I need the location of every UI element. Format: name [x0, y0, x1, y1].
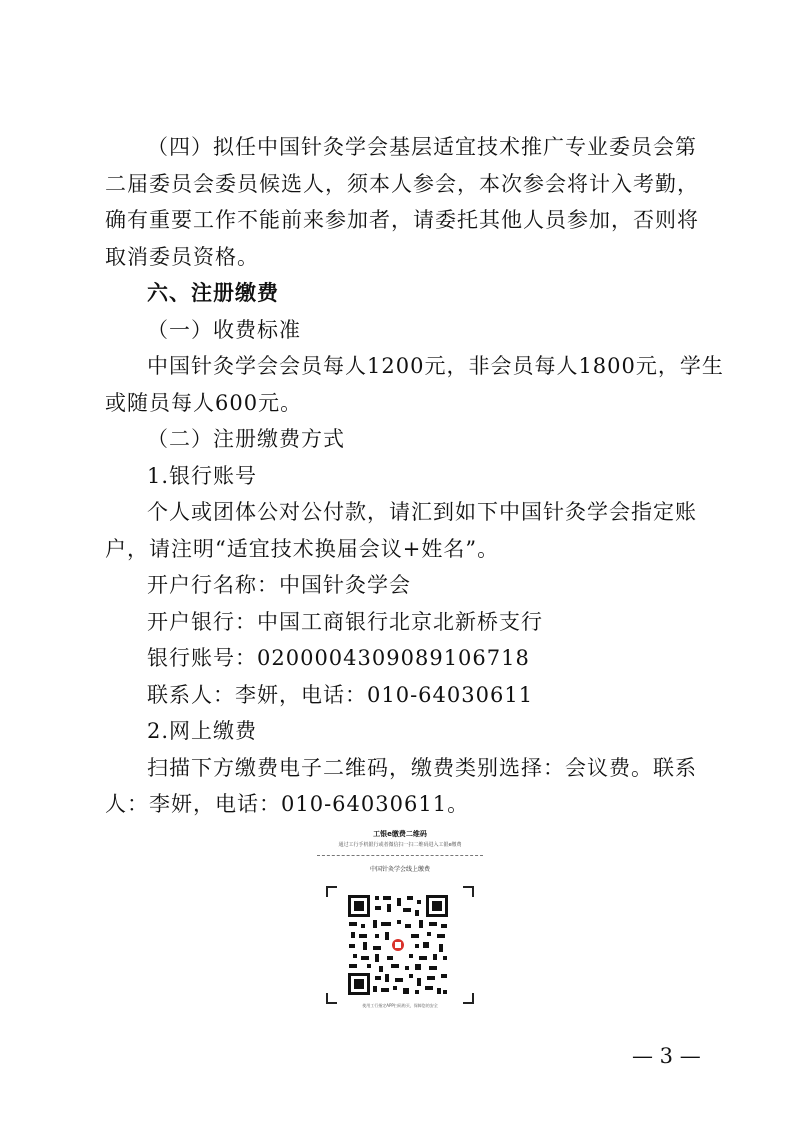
qr-card-footer: 使用工行指定APP扫码购买，保障您的安全 — [362, 1003, 438, 1008]
online-line-1: 扫描下方缴费电子二维码，缴费类别选择：会议费。联系 — [147, 756, 697, 780]
bank-name: 开户银行：中国工商银行北京北新桥支行 — [147, 610, 543, 634]
bank-intro-line-2: 户，请注明“适宜技术换届会议+姓名”。 — [105, 537, 500, 561]
para4-line-4: 取消委员资格。 — [105, 245, 259, 269]
qr-code-icon[interactable] — [325, 885, 475, 1005]
para4-line-2: 二届委员会委员候选人，须本人参会，本次参会将计入考勤， — [105, 172, 699, 196]
subsection-1-title: （一）收费标准 — [147, 318, 301, 342]
qr-card-title: 工银e缴费二维码 — [373, 830, 427, 838]
section-6-title: 六、注册缴费 — [147, 281, 279, 305]
qr-card-subtitle: 通过工行手机银行或者微信扫一扫二维码进入工银e缴费 — [338, 842, 462, 848]
online-payment-title: 2.网上缴费 — [147, 719, 258, 743]
account-name: 开户行名称：中国针灸学会 — [147, 573, 411, 597]
para4-line-3: 确有重要工作不能前来参加者，请委托其他人员参加，否则将 — [105, 208, 699, 232]
account-number: 银行账号：0200004309089106718 — [147, 646, 530, 670]
bank-account-title: 1.银行账号 — [147, 464, 258, 488]
qr-card-payee: 中国针灸学会线上缴费 — [369, 866, 430, 873]
payment-qr-card — [315, 827, 485, 1007]
fee-line-1: 中国针灸学会会员每人1200元，非会员每人1800元，学生 — [147, 354, 724, 378]
bank-intro-line-1: 个人或团体公对公付款，请汇到如下中国针灸学会指定账 — [147, 500, 697, 524]
subsection-2-title: （二）注册缴费方式 — [147, 427, 345, 451]
contact-info: 联系人：李妍，电话：010-64030611 — [147, 683, 534, 707]
fee-line-2: 或随员每人600元。 — [105, 391, 303, 415]
online-line-2: 人：李妍，电话：010-64030611。 — [105, 792, 470, 816]
qr-card-divider — [317, 855, 483, 856]
page-number: — 3 — — [632, 1044, 701, 1068]
para4-line-1: （四）拟任中国针灸学会基层适宜技术推广专业委员会第 — [147, 135, 697, 159]
